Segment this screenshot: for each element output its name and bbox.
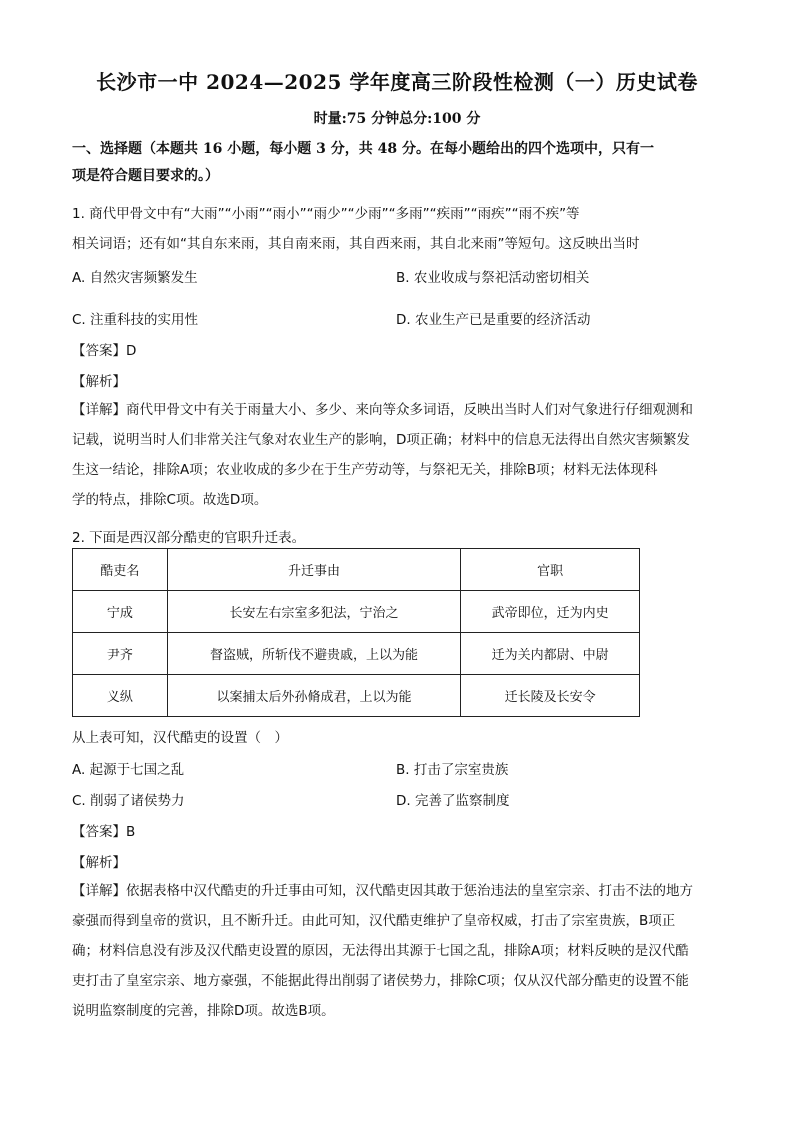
- question-2-option-d: D. 完善了监察制度: [396, 793, 510, 809]
- section-heading-line1: 一、选择题（本题共 16 小题，每小题 3 分，共 48 分。在每小题给出的四个选项中，只有一: [72, 141, 654, 157]
- question-1-detail-line2: 记载，说明当时人们非常关注气象对农业生产的影响，D项正确；材料中的信息无法得出自然灾害频繁发: [72, 432, 690, 448]
- question-1-option-a: A. 自然灾害频繁发生: [72, 270, 198, 286]
- table-header-cell: 升迁事由: [167, 549, 460, 591]
- table-cell: 迁为关内都尉、中尉: [461, 633, 640, 675]
- question-2-option-b: B. 打击了宗室贵族: [396, 762, 509, 778]
- table-header-row: [73, 549, 640, 591]
- section-heading-line2: 项是符合题目要求的。）: [72, 168, 219, 184]
- exam-time-score: 时量:75 分钟总分:100 分: [313, 111, 481, 127]
- table-cell: 宁成: [73, 591, 168, 633]
- question-2-option-a: A. 起源于七国之乱: [72, 762, 185, 778]
- table-row: [73, 591, 640, 633]
- table-header-cell: 酷吏名: [73, 549, 168, 591]
- question-1-detail: [72, 395, 722, 515]
- question-1-stem: [72, 199, 722, 259]
- question-2-detail-line4: 吏打击了皇室宗亲、地方豪强，不能据此得出削弱了诸侯势力，排除C项；仅从汉代部分酷吏的设置不能: [72, 973, 689, 989]
- table-header-cell: 官职: [461, 549, 640, 591]
- question-1-detail-line4: 学的特点，排除C项。故选D项。: [72, 492, 268, 508]
- question-2-stem: 2. 下面是西汉部分酷吏的官职升迁表。: [72, 530, 306, 546]
- question-1-stem-line2: 相关词语；还有如“其自东来雨，其自南来雨，其自西来雨，其自北来雨”等短句。这反映出当时: [72, 236, 640, 252]
- table-row: [73, 633, 640, 675]
- question-2-detail-line3: 确；材料信息没有涉及汉代酷吏设置的原因，无法得出其源于七国之乱，排除A项；材料反映的是汉代酷: [72, 943, 689, 959]
- page-title: 长沙市一中 2024—2025 学年度高三阶段性检测（一）历史试卷: [96, 70, 698, 94]
- question-2-detail-line2: 豪强而得到皇帝的赏识，且不断升迁。由此可知，汉代酷吏维护了皇帝权威，打击了宗室贵族，B项正: [72, 913, 676, 929]
- question-2-analysis-label: 【解析】: [72, 855, 126, 871]
- question-1-analysis-label: 【解析】: [72, 374, 126, 390]
- officials-promotion-table: [72, 548, 640, 717]
- table-row: [73, 675, 640, 717]
- question-1-option-b: B. 农业收成与祭祀活动密切相关: [396, 270, 590, 286]
- question-2-question: 从上表可知，汉代酷吏的设置（ ）: [72, 730, 288, 746]
- question-2-detail-line5: 说明监察制度的完善，排除D项。故选B项。: [72, 1003, 335, 1019]
- question-1-detail-line1: 【详解】商代甲骨文中有关于雨量大小、多少、来向等众多词语，反映出当时人们对气象进行仔细观测和: [72, 402, 693, 418]
- table-cell: 尹齐: [73, 633, 168, 675]
- table-cell: 督盗贼，所斩伐不避贵戚，上以为能: [167, 633, 460, 675]
- question-2-detail: [72, 876, 722, 1026]
- question-2-detail-line1: 【详解】依据表格中汉代酷吏的升迁事由可知，汉代酷吏因其敢于惩治违法的皇室宗亲、打击不法的地方: [72, 883, 693, 899]
- table-cell: 义纵: [73, 675, 168, 717]
- section-heading: [72, 136, 722, 190]
- question-1-stem-line1: 1. 商代甲骨文中有“大雨”“小雨”“雨小”“雨少”“少雨”“多雨”“疾雨”“雨疾”“雨不疾”等: [72, 206, 580, 222]
- table-cell: 武帝即位，迁为内史: [461, 591, 640, 633]
- table-cell: 迁长陵及长安令: [461, 675, 640, 717]
- question-1-detail-line3: 生这一结论，排除A项；农业收成的多少在于生产劳动等，与祭祀无关，排除B项；材料无法体现科: [72, 462, 658, 478]
- table-cell: 长安左右宗室多犯法，宁治之: [167, 591, 460, 633]
- question-1-option-d: D. 农业生产已是重要的经济活动: [396, 312, 591, 328]
- question-2-answer: 【答案】B: [72, 824, 136, 840]
- question-1-answer: 【答案】D: [72, 343, 137, 359]
- question-1-option-c: C. 注重科技的实用性: [72, 312, 199, 328]
- question-2-option-c: C. 削弱了诸侯势力: [72, 793, 185, 809]
- table-cell: 以案捕太后外孙脩成君，上以为能: [167, 675, 460, 717]
